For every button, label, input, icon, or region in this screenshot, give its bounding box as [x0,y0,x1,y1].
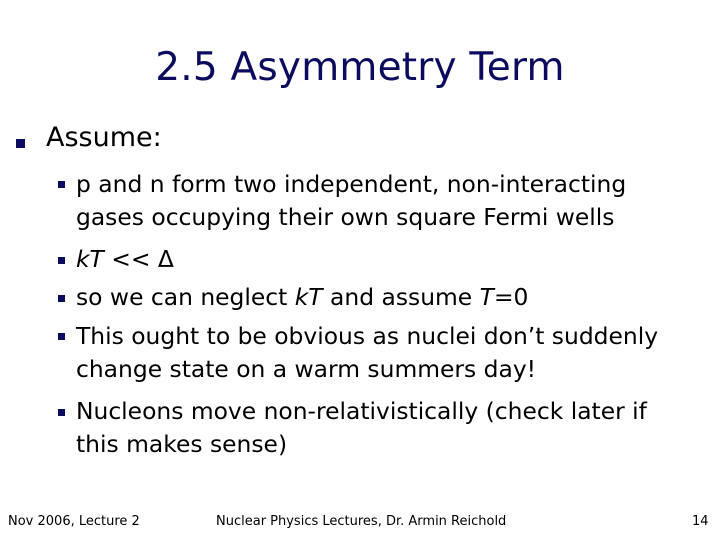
b3-kt-italic: kT [294,283,323,311]
b3-pre: so we can neglect [76,283,295,311]
kt-italic: kT [76,245,104,273]
sub-bullet-4-line2: change state on a warm summers day! [76,355,537,383]
sub-bullet-2 [76,243,716,275]
bullet-square-icon [58,257,65,264]
sub-bullet-3 [76,281,716,313]
page-number: 14 [692,514,709,529]
slide-title: 2.5 Asymmetry Term [155,45,565,90]
footer-course-author: Nuclear Physics Lectures, Dr. Armin Reichold [216,514,507,529]
bullet-square-icon [58,409,65,416]
bullet-square-icon [58,333,65,340]
footer-date-lecture: Nov 2006, Lecture 2 [8,514,140,529]
kt-relation: << Δ [103,245,174,273]
sub-bullet-1-line1: p and n form two independent, non-interacting [76,170,627,198]
b3-post: =0 [493,283,529,311]
bullet-square-icon [16,139,25,148]
main-bullet-text: Assume: [46,122,162,153]
sub-bullet-4-line1: This ought to be obvious as nuclei don’t suddenly [76,322,659,350]
sub-bullet-1-line2: gases occupying their own square Fermi wells [76,203,615,231]
b3-t-italic: T [479,283,494,311]
sub-bullet-5-line1: Nucleons move non-relativistically (check later if [76,397,647,425]
b3-mid: and assume [322,283,480,311]
bullet-square-icon [58,295,65,302]
bullet-square-icon [58,181,65,188]
sub-bullet-5-line2: this makes sense) [76,430,288,458]
